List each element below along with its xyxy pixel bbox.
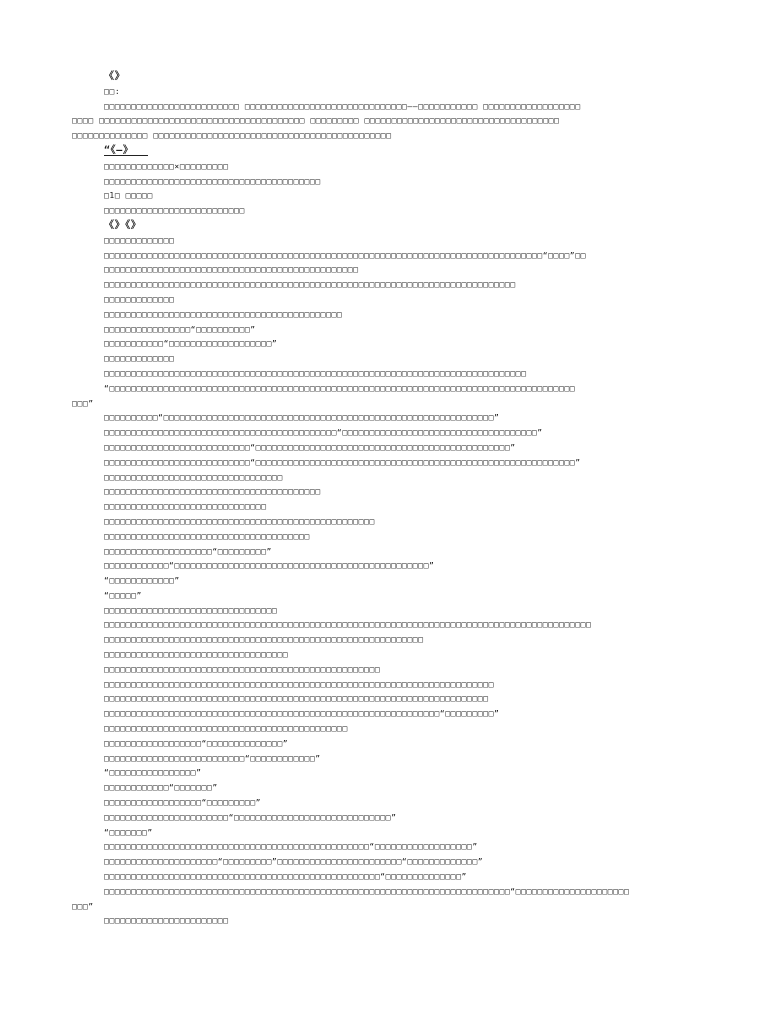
wrapped-quote-line: “□□□□□□□□□□□□□□□□□□□□□□□□□□□□□□□□□□□□□□□□□□□□□□□□□□□□□□□□□□□□□□□□□□□□□□□□□□□□□□□□□□□□□□	[104, 383, 576, 393]
wrapped-quote-tail: □□□”	[72, 398, 94, 408]
text-line: □□□□□□□□□□□□□□□□□□□□□□□□□□□“□□□□□□□□□□□□□□□□□□□□□□□□□□□□□□□□□□□□□□□□□□□□□□□□□□□□□□□□□□□”	[104, 457, 581, 467]
text-line: □□□□□□□□□□□□□	[104, 235, 175, 245]
text-line: □□□□□□□□□□□□□□□□□□□□□□□□□□□□□□□□□□□□□□□□□□□□□□□□□□	[104, 516, 375, 526]
block-c	[72, 411, 702, 885]
text-line: □□□□□□□□□□□□“□□□□□□□□□□□□□□□□□□□□□□□□□□□□□□□□□□□□□□□□□□□□□□□”	[104, 561, 435, 571]
text-line: □□□□□□□□□□□“□□□□□□□□□□□□□□□□□□□”	[104, 339, 278, 349]
text-line: □□□□□□□□□□□□□□□□“□□□□□□□□□□”	[104, 324, 256, 334]
text-line: □□□□□□□□□□□□□□□□□□□□□□□□□□□□□□□□□□□□□□□□□□□□□□□□□□□□□□□□□□□□□□□□□□□□□□□	[104, 694, 489, 704]
text-line: □□□□□□□□□□□□□□□□□□□□□□□□□□□□□□□□□□□□□□	[104, 531, 310, 541]
last-line: □□□□□□□□□□□□□□□□□□□□□□□	[104, 916, 229, 926]
text-line: □□□□□□□□□□□□□□□□□□□□□“□□□□□□□□□”□□□□□□□□□□□□□□□□□□□□□□□“□□□□□□□□□□□□□”	[104, 857, 484, 867]
block-b	[72, 234, 702, 382]
text-line: □□□□□□□□□□□□□□□□□□□□□□□□□□	[104, 206, 245, 216]
section-marker: 《》《》	[104, 219, 142, 231]
text-line: □□□□□□□□□□□□□□□□□□□□□□□□□□□□□□□□□□	[104, 650, 289, 660]
text-line: □1□ □□□□□	[104, 191, 153, 201]
block-a	[72, 160, 702, 219]
text-line: □□□□□□□□□□“□□□□□□□□□□□□□□□□□□□□□□□□□□□□□□□□□□□□□□□□□□□□□□□□□□□□□□□□□□□□□”	[104, 413, 500, 423]
label-line: □□:	[104, 86, 121, 96]
text-line: □□□□□□□□□□□□□□□□□□□□□□□□□□□□□□□□	[104, 605, 278, 615]
text-line: □□□□□□□□□□□□□□□□□□□□□□□□□□□□□□□□□□□□□□□□□□□□□□□□□□□□□□□□□□□	[104, 635, 424, 645]
text-line: “□□□□□□□□□□□□□□□□”	[104, 768, 202, 778]
text-line: □□□□□□□□□□□□□□□□□□□□□□□□□□□□□□□□□□□□□□□□□□□□□□□□□□□□□□□□□□□□□□“□□□□□□□□□”	[104, 709, 500, 719]
quote-heading: “《—》	[104, 144, 134, 156]
heading-marker: 《》	[104, 71, 126, 82]
text-line: □□□□□□□□□□□□□×□□□□□□□□□	[104, 161, 229, 171]
text-line: “□□□□□”	[104, 590, 142, 600]
text-line: □□□□□□□□□□□□□□□□□□□□□□□□□□□□□□□□□□□□□□□□□□□□□□□□□□□	[104, 664, 381, 674]
intro-line-2: □□□□ □□□□□□□□□□□□□□□□□□□□□□□□□□□□□□□□□□□□□□ □□□□□□□□□ □□□□□□□□□□□□□□□□□□□□□□□□□□□□□□□□□□□□	[72, 116, 560, 126]
intro-line-1: □□□□□□□□□□□□□□□□□□□□□□□□□ □□□□□□□□□□□□□□□□□□□□□□□□□□□□□□——□□□□□□□□□□□ □□□□□□□□□□□□□□□□□□	[104, 101, 581, 111]
text-line: □□□□□□□□□□□□□□□□□□□□□□□□□□□□□□□□□	[104, 472, 283, 482]
intro-line-3: □□□□□□□□□□□□□□ □□□□□□□□□□□□□□□□□□□□□□□□□□□□□□□□□□□□□□□□□□□□	[72, 131, 392, 141]
text-line: □□□□□□□□□□□□□□□□□□□□□□□□□□□□□□□□□□□□□□□□□□□□□□□□□□□□□□□□□□□□□□□□□□□□□□□□	[104, 679, 494, 689]
text-line: □□□□□□□□□□□□□□□□□□“□□□□□□□□□□□□□□”	[104, 738, 289, 748]
text-line: □□□□□□□□□□□□□	[104, 294, 175, 304]
text-line: □□□□□□□□□□□□□□□□□□□□“□□□□□□□□□”	[104, 546, 272, 556]
text-line: □□□□□□□□□□□□□□□□□□□□□□□□□□□□□□□□□□□□□□□□□□□□□□□□□□□□□□□□□□□□□□□□□□□□□□□□□□□□□□□□□“□□□□”□□	[104, 250, 587, 260]
text-line: “□□□□□□□”	[104, 827, 153, 837]
text-line: □□□□□□□□□□□□□□□□□□□□□□□□□□□□□□□□□□□□□□□□□□□□□	[104, 724, 348, 734]
text-line: □□□□□□□□□□□□□□□□□□□□□□□□□□□□□□□□□□□□□□□□	[104, 176, 321, 186]
text-line: □□□□□□□□□□□□□□□□□□□□□□□□□□□□□□□□□□□□□□□□	[104, 487, 321, 497]
text-line: □□□□□□□□□□□□□□□□□□□□□□□□□□□□□□□□□□□□□□□□□□□□□□□□□□□□□□□□□□□□□□□□□□□□□□□□□□□□□□	[104, 368, 527, 378]
text-line: □□□□□□□□□□□□□□□□□□□□□□□□□□□□□□□□□□□□□□□□□□□□□□□□□□□“□□□□□□□□□□□□□□”	[104, 872, 467, 882]
text-line: □□□□□□□□□□□□□□□□□□□□□□□□□□□□□□	[104, 502, 267, 512]
text-line: “□□□□□□□□□□□□”	[104, 576, 180, 586]
text-line: □□□□□□□□□□□□□□□□□□□□□□□“□□□□□□□□□□□□□□□□□□□□□□□□□□□□□”	[104, 812, 397, 822]
text-line: □□□□□□□□□□□□□□□□□□□□□□□□□□□□□□□□□□□□□□□□□□□□□□□□□□□□□□□□□□□□□□□□□□□□□□□□□□□□	[104, 280, 516, 290]
text-line: □□□□□□□□□□□□□□□□□□□□□□□□□□“□□□□□□□□□□□□”	[104, 753, 321, 763]
text-line: □□□□□□□□□□□□“□□□□□□□”	[104, 783, 218, 793]
text-line: □□□□□□□□□□□□□□□□□□□□□□□□□□□□□□□□□□□□□□□□□□□“□□□□□□□□□□□□□□□□□□□□□□□□□□□□□□□□□□□□”	[104, 428, 543, 438]
text-line: □□□□□□□□□□□□□	[104, 354, 175, 364]
wrapped-line-2: □□□□□□□□□□□□□□□□□□□□□□□□□□□□□□□□□□□□□□□□□□□□□□□□□□□□□□□□□□□□□□□□□□□□□□□□□□□“□□□□□□□□□□□□□□□□□□□□□	[104, 886, 630, 896]
intro-paragraph	[72, 100, 702, 144]
text-line: □□□□□□□□□□□□□□□□□□□□□□□□□□□□□□□□□□□□□□□□□□□□	[104, 309, 343, 319]
text-line: □□□□□□□□□□□□□□□□□□□□□□□□□□□□□□□□□□□□□□□□□□□□□□□	[104, 265, 359, 275]
document-body	[72, 70, 702, 929]
text-line: □□□□□□□□□□□□□□□□□□□□□□□□□□□□□□□□□□□□□□□□□□□□□□□□□“□□□□□□□□□□□□□□□□□□”	[104, 842, 478, 852]
wrapped-line-2-tail: □□□”	[72, 901, 94, 911]
text-line: □□□□□□□□□□□□□□□□□□□□□□□□□□□□□□□□□□□□□□□□□□□□□□□□□□□□□□□□□□□□□□□□□□□□□□□□□□□□□□□□□□□□□□□□□□	[104, 620, 592, 630]
text-line: □□□□□□□□□□□□□□□□□□□□□□□□□□□“□□□□□□□□□□□□□□□□□□□□□□□□□□□□□□□□□□□□□□□□□□□□□□□”	[104, 442, 516, 452]
text-line: □□□□□□□□□□□□□□□□□□“□□□□□□□□□”	[104, 798, 262, 808]
